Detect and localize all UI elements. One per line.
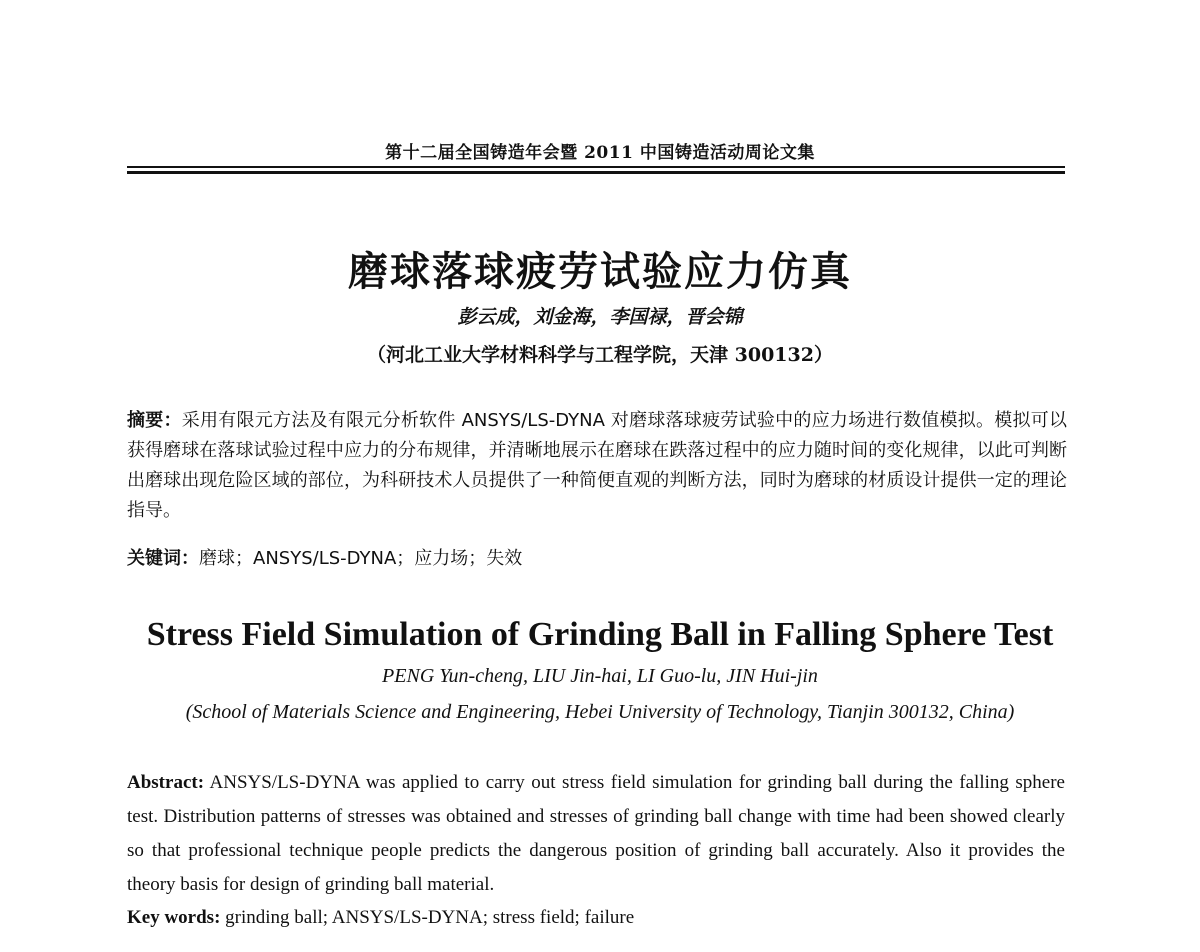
header-rule-thin	[127, 166, 1065, 168]
chinese-authors: 彭云成，刘金海，李国禄，晋会锦	[457, 306, 743, 328]
english-affiliation: (School of Materials Science and Engineering, Hebei University of Technology, Tianjin 300132, China)	[185, 701, 1015, 723]
chinese-abstract	[127, 406, 1067, 526]
chinese-abstract-label: 摘要：	[127, 410, 182, 431]
english-keywords-label: Key words:	[127, 907, 221, 928]
chinese-title: 磨球落球疲劳试验应力仿真	[348, 249, 852, 295]
english-authors: PENG Yun-cheng, LIU Jin-hai, LI Guo-lu, JIN Hui-jin	[382, 665, 818, 687]
chinese-keywords	[127, 544, 1067, 574]
chinese-keywords-text: 磨球；ANSYS/LS-DYNA；应力场；失效	[199, 548, 523, 569]
english-abstract	[127, 766, 1065, 902]
english-title: Stress Field Simulation of Grinding Ball in Falling Sphere Test	[146, 616, 1054, 653]
running-header: 第十二届全国铸造年会暨 2011 中国铸造活动周论文集	[385, 143, 815, 163]
english-abstract-text: ANSYS/LS-DYNA was applied to carry out stress field simulation for grinding ball during the falling sphere test. Distribution patterns of stresses was obtained and stresses of grinding ball change with time had been showed clearly so that professional technique people predicts the dangerous position of grinding ball accurately. Also it provides the theory basis for design of grinding ball material.	[127, 772, 1065, 895]
english-abstract-label: Abstract:	[127, 772, 205, 793]
header-rule-thick	[127, 171, 1065, 174]
english-keywords	[127, 903, 1065, 933]
english-keywords-text: grinding ball; ANSYS/LS-DYNA; stress field; failure	[220, 907, 635, 928]
chinese-affiliation: （河北工业大学材料科学与工程学院，天津 300132）	[367, 344, 833, 366]
chinese-abstract-text: 采用有限元方法及有限元分析软件 ANSYS/LS-DYNA 对磨球落球疲劳试验中的应力场进行数值模拟。模拟可以获得磨球在落球试验过程中应力的分布规律，并清晰地展示在磨球在跌落过程中的应力随时间的变化规律，以此可判断出磨球出现危险区域的部位，为科研技术人员提供了一种简便直观的判断方法，同时为磨球的材质设计提供一定的理论指导。	[127, 410, 1068, 521]
chinese-keywords-label: 关键词：	[127, 548, 199, 569]
